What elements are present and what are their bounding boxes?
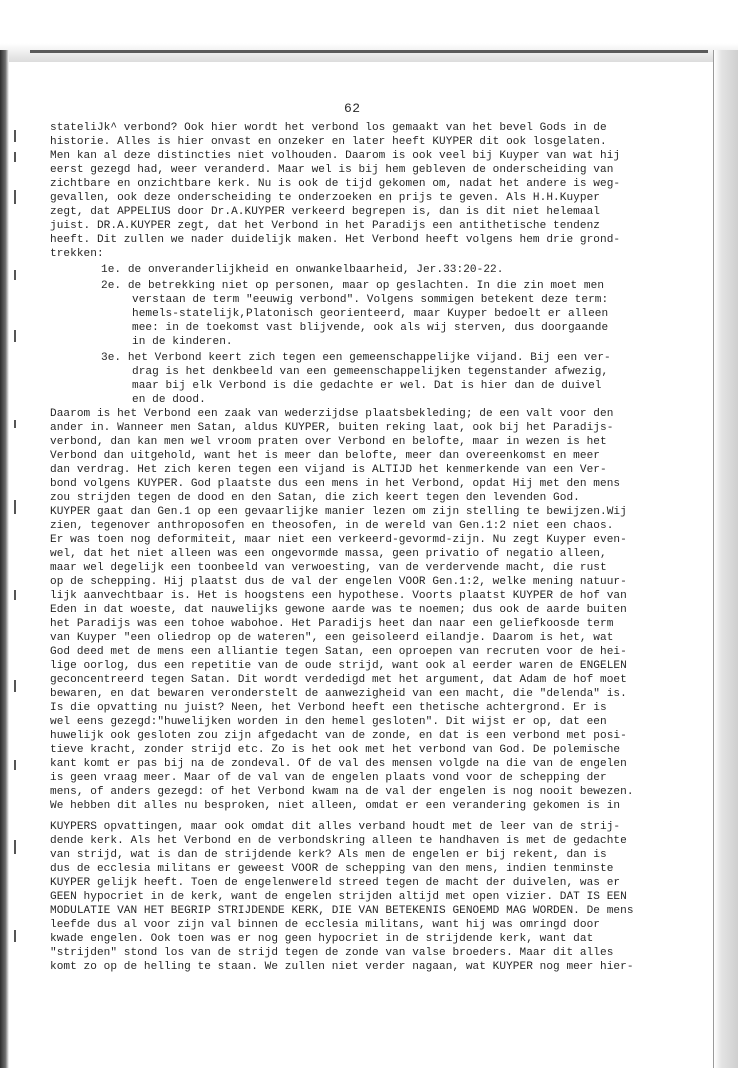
text-line: Is die opvatting nu juist? Neen, het Verbond heeft een thetische achtergrond. Er is bbox=[50, 702, 607, 714]
text-line: gevallen, ook deze onderscheiding te onderzoeken en prijs te geven. Als H.H.Kuyper bbox=[50, 192, 601, 204]
text-line: in de kinderen. bbox=[132, 336, 233, 348]
text-line: KUYPERS opvattingen, maar ook omdat dit alles verband houdt met de leer van de strij- bbox=[50, 821, 621, 833]
text-line: het Paradijs was een tohoe wabohoe. Het Paradijs heet dan naar een geliefkoosde term bbox=[50, 618, 614, 630]
text-line: dan verdrag. Het zich keren tegen een vijand is ALTIJD het kenmerkende van een Ver- bbox=[50, 464, 607, 476]
text-line: KUYPER gaat dan Gen.1 op een gevaarlijke manier lezen om zijn stelling te bewijzen.Wij bbox=[50, 506, 627, 518]
text-line: komt zo op de helling te staan. We zullen niet verder nagaan, wat KUYPER nog meer hier- bbox=[50, 961, 634, 973]
text-line: maar wel degelijk een toonbeeld van verwoesting, van de verdervende macht, die rust bbox=[50, 562, 607, 574]
text-line: lijk aanvechtbaar is. Het is hoogstens een hypothese. Voorts plaatst KUYPER de hof van bbox=[50, 590, 627, 602]
text-line: GEEN hypocriet in de kerk, want de engelen strijden altijd met open vizier. DAT IS EEN bbox=[50, 891, 627, 903]
text-line: maar bij elk Verbond is die gedachte er wel. Dat is hier dan de duivel bbox=[132, 380, 602, 392]
text-line: MODULATIE VAN HET BEGRIP STRIJDENDE KERK, DIE VAN BETEKENIS GENOEMD MAG WORDEN. De mens bbox=[50, 905, 634, 917]
text-line: juist. DR.A.KUYPER zegt, dat het Verbond in het Paradijs een antithetische tendenz bbox=[50, 220, 601, 232]
text-line: trekken: bbox=[50, 248, 104, 260]
text-line: Eden in dat woeste, dat nauwelijks gewone aarde was te noemen; dus ook de aarde buiten bbox=[50, 604, 627, 616]
text-line: van strijd, wat is dan de strijdende kerk? Als men de engelen er bij rekent, dan is bbox=[50, 849, 607, 861]
text-line: Daarom is het Verbond een zaak van wederzijdse plaatsbekleding; de een valt voor den bbox=[50, 408, 614, 420]
text-line: dus de ecclesia militans er geweest VOOR de schepping van den mens, indien tenminste bbox=[50, 863, 614, 875]
list-item: 2e. de betrekking niet op personen, maar op geslachten. In die zin moet men bbox=[101, 280, 605, 292]
text-line: "strijden" stond los van de strijd tegen de zonde van valse broeders. Maar dit alles bbox=[50, 947, 614, 959]
text-line: zou strijden tegen de dood en den Satan, die zich keert tegen den levenden God. bbox=[50, 492, 580, 504]
text-line: Verbond dan uitgehold, want het is meer dan belofte, meer dan overeenkomst en meer bbox=[50, 450, 601, 462]
text-line: mens, of anders gezegd: of het Verbond kwam na de val der engelen is nog nooit bewezen. bbox=[50, 786, 634, 798]
text-line: KUYPER gelijk heeft. Toen de engelenwereld streed tegen de macht der duivelen, was er bbox=[50, 877, 621, 889]
text-line: mee: in de toekomst vast blijvende, ook als wij sterven, dus doorgaande bbox=[132, 322, 609, 334]
text-line: zichtbare en onzichtbare kerk. Nu is ook de tijd gekomen om, nadat het andere is weg- bbox=[50, 178, 621, 190]
list-item: 1e. de onveranderlijkheid en onwankelbaarheid, Jer.33:20-22. bbox=[101, 264, 504, 276]
text-line: wel eens gezegd:"huwelijken worden in den hemel gesloten". Dit wijst er op, dat een bbox=[50, 716, 607, 728]
text-line: verbond, dan kan men wel vroom praten over Verbond en belofte, maar in wezen is het bbox=[50, 436, 607, 448]
text-line: wel, dat het niet alleen was een ongevormde massa, geen privatio of negatio alleen, bbox=[50, 548, 607, 560]
text-line: kant komt er pas bij na de zondeval. Of de val des mensen volgde na die van de engelen bbox=[50, 758, 627, 770]
text-line: stateliJk^ verbond? Ook hier wordt het verbond los gemaakt van het bevel Gods in de bbox=[50, 122, 607, 134]
text-line: We hebben dit alles nu besproken, niet alleen, omdat er een verandering gekomen is in bbox=[50, 800, 621, 812]
text-line: verstaan de term "eeuwig verbond". Volgens sommigen betekent deze term: bbox=[132, 294, 609, 306]
text-line: heeft. Dit zullen we nader duidelijk maken. Het Verbond heeft volgens hem drie grond- bbox=[50, 234, 621, 246]
text-line: ander in. Wanneer men Satan, aldus KUYPER, buiten reking laat, ook bij het Paradijs- bbox=[50, 422, 614, 434]
text-line: op de schepping. Hij plaatst dus de val der engelen VOOR Gen.1:2, welke mening natuur- bbox=[50, 576, 627, 588]
text-line: hemels-statelijk,Platonisch georienteerd, maar Kuyper bedoelt er alleen bbox=[132, 308, 609, 320]
text-line: is geen vraag meer. Maar of de val van de engelen plaats vond voor de schepping der bbox=[50, 772, 607, 784]
text-line: van Kuyper "een oliedrop op de wateren", een geisoleerd eilandje. Daarom is het, wat bbox=[50, 632, 614, 644]
text-line: tieve kracht, zonder strijd etc. Zo is het ook met het verbond van God. De polemische bbox=[50, 744, 621, 756]
text-line: Men kan al deze distincties niet volhouden. Daarom is ook veel bij Kuyper van wat hij bbox=[50, 150, 621, 162]
text-line: huwelijk ook gesloten zou zijn afgedacht van de zonde, en dat is een verbond met posi- bbox=[50, 730, 627, 742]
text-line: geconcentreerd tegen Satan. Dit wordt verdedigd met het argument, dat Adam de hof moet bbox=[50, 674, 627, 686]
text-line: eerst gezegd had, weer veranderd. Maar wel is bij hem gebleven de onderscheiding van bbox=[50, 164, 614, 176]
text-line: Er was toen nog deformiteit, maar niet een verkeerd-gevormd-zijn. Nu zegt Kuyper even- bbox=[50, 534, 627, 546]
page-number: 62 bbox=[344, 101, 361, 116]
text-line: bond volgens KUYPER. God plaatste dus een mens in het Verbond, opdat Hij met den mens bbox=[50, 478, 621, 490]
text-line: zegt, dat APPELIUS door Dr.A.KUYPER verkeerd begrepen is, dan is dit niet helemaal bbox=[50, 206, 601, 218]
text-line: historie. Alles is hier onvast en onzeker en later heeft KUYPER dit ook losgelaten. bbox=[50, 136, 607, 148]
text-line: en de dood. bbox=[132, 394, 206, 406]
text-line: bewaren, en dat bewaren veronderstelt de aanwezigheid van een macht, die "delenda" is. bbox=[50, 688, 627, 700]
text-line: dende kerk. Als het Verbond en de verbondskring alleen te handhaven is met de gedachte bbox=[50, 835, 627, 847]
text-line: kwade engelen. Ook toen was er nog geen hypocriet in de strijdende kerk, want dat bbox=[50, 933, 594, 945]
text-line: zien, tegenover anthroposofen en theosofen, in de wereld van Gen.1:2 niet een chaos. bbox=[50, 520, 614, 532]
text-line: leefde dus al voor zijn val binnen de ecclesia militans, want hij was omringd door bbox=[50, 919, 601, 931]
text-line: God deed met de mens een alliantie tegen Satan, een oproepen van recruten voor de hei- bbox=[50, 646, 627, 658]
text-line: drag is het denkbeeld van een gemeenschappelijken tegenstander afwezig, bbox=[132, 366, 609, 378]
text-line: lige oorlog, dus een repetitie van de oude strijd, want ook al eerder waren de ENGELEN bbox=[50, 660, 627, 672]
list-item: 3e. het Verbond keert zich tegen een gemeenschappelijke vijand. Bij een ver- bbox=[101, 352, 611, 364]
